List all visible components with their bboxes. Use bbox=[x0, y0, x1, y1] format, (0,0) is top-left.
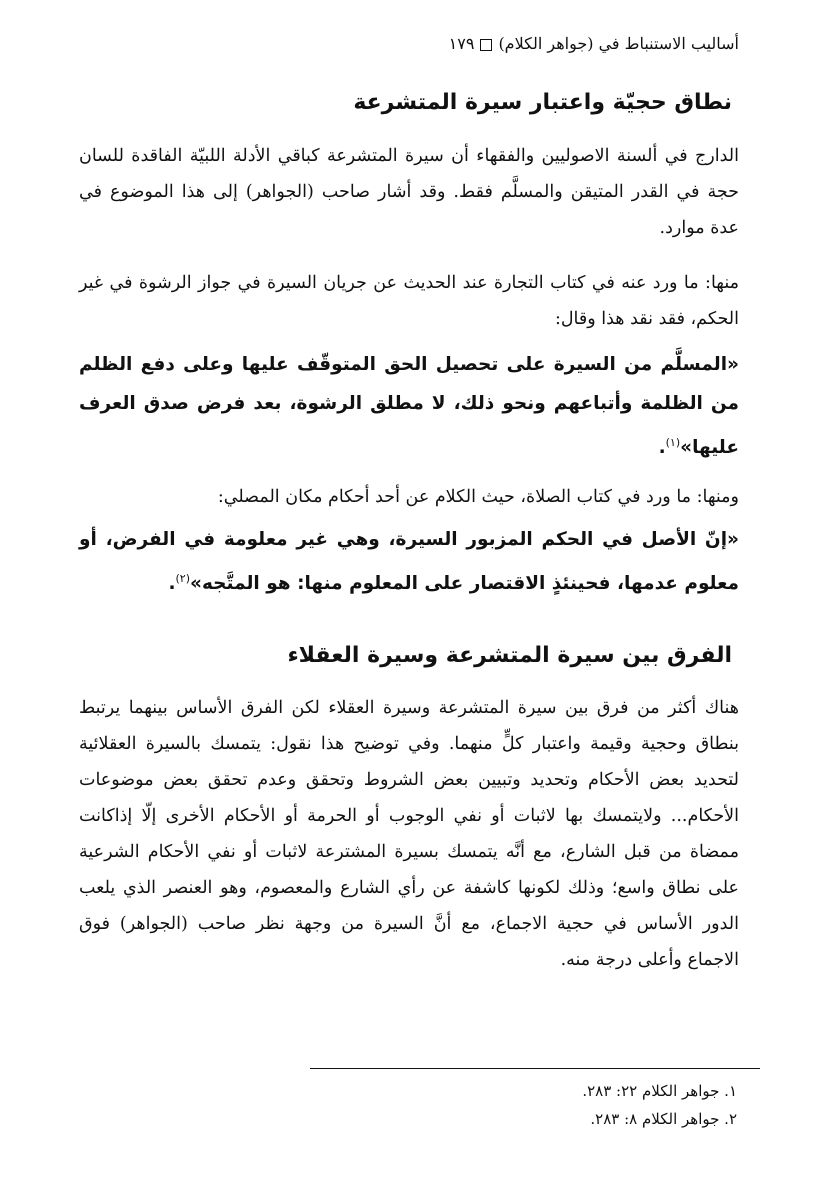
footnote-ref-1: (١) bbox=[665, 436, 681, 449]
paragraph-intro: الدارج في ألسنة الاصوليين والفقهاء أن سيرة المتشرعة كباقي الأدلة اللبيّة الفاقدة للسان حجة في القدر المتيقن والمسلَّم فقط. وقد أشار صاحب (الجواهر) إلى هذا الموضوع في عدة موارد. bbox=[79, 146, 739, 238]
section-heading-difference: الفرق بين سيرة المتشرعة وسيرة العقلاء bbox=[287, 643, 732, 668]
square-separator-icon bbox=[480, 39, 492, 51]
section-heading-scope: نطاق حجيّة واعتبار سيرة المتشرعة bbox=[353, 90, 732, 115]
footnote-divider bbox=[310, 1068, 760, 1069]
paragraph-difference: هناك أكثر من فرق بين سيرة المتشرعة وسيرة العقلاء لكن الفرق الأساس بينهما يرتبط بنطاق وحجية وقيمة واعتبار كلٍّ منهما. وفي توضيح هذا نقول: يتمسك بالسيرة العقلائية لتحديد بعض الأحكام وتحديد وتبيين بعض الشروط وتحقق وعدم تحقق بعض موضوعات الأحكام... ولايتمسك بها لاثبات أو نفي الوجوب أو الحرمة أو الأحكام الأخرى إلّا إذاكانت ممضاة من قبل الشارع، مع أنَّه يتمسك بسيرة المشترعة لاثبات أو نفي الأحكام الشرعية على نطاق واسع؛ وذلك لكونها كاشفة عن رأي الشارع والمعصوم، وهو العنصر الذي يلعب الدور الأساس في حجية الاجماع، مع أنَّ السيرة من وجهة نظر صاحب (الجواهر) فوق الاجماع وأعلى درجة منه. bbox=[79, 698, 739, 970]
quote-bribery-text: «المسلَّم من السيرة على تحصيل الحق المتوقّف عليها وعلى دفع الظلم من الظلمة وأتباعهم ونحو ذلك، لا مطلق الرشوة، بعد فرض صدق العرف عليها» bbox=[79, 354, 739, 459]
paragraph-prayer-example: ومنها: ما ورد في كتاب الصلاة، حيث الكلام عن أحد أحكام مكان المصلي: bbox=[217, 487, 739, 507]
footnote-ref-2: (٢) bbox=[175, 572, 191, 585]
book-title: أساليب الاستنباط في (جواهر الكلام) bbox=[498, 34, 739, 53]
running-header bbox=[79, 34, 739, 53]
paragraph-trade-example: منها: ما ورد عنه في كتاب التجارة عند الحديث عن جريان السيرة في جواز الرشوة في غير الحكم، فقد نقد هذا وقال: bbox=[79, 273, 739, 329]
page-number: ١٧٩ bbox=[448, 34, 475, 53]
footnote-2: ٢. جواهر الكلام ٨: ٢٨٣. bbox=[590, 1110, 737, 1128]
quote-prayer: «إنّ الأصل في الحكم المزبور السيرة، وهي غير معلومة في الفرض، أو معلوم عدمها، فحينئذٍ الاقتصار على المعلوم منها: هو المتَّجه»$^{(٢)}$. bbox=[79, 529, 739, 595]
quote-prayer-text: «إنّ الأصل في الحكم المزبور السيرة، وهي غير معلومة في الفرض، أو معلوم عدمها، فحينئذٍ الاقتصار على المعلوم منها: هو المتَّجه» bbox=[79, 529, 739, 595]
footnote-1: ١. جواهر الكلام ٢٢: ٢٨٣. bbox=[582, 1082, 737, 1100]
quote-bribery: «المسلَّم من السيرة على تحصيل الحق المتوقّف عليها وعلى دفع الظلم من الظلمة وأتباعهم ونحو ذلك، لا مطلق الرشوة، بعد فرض صدق العرف عليها»$^{(١)}$. bbox=[79, 354, 739, 459]
